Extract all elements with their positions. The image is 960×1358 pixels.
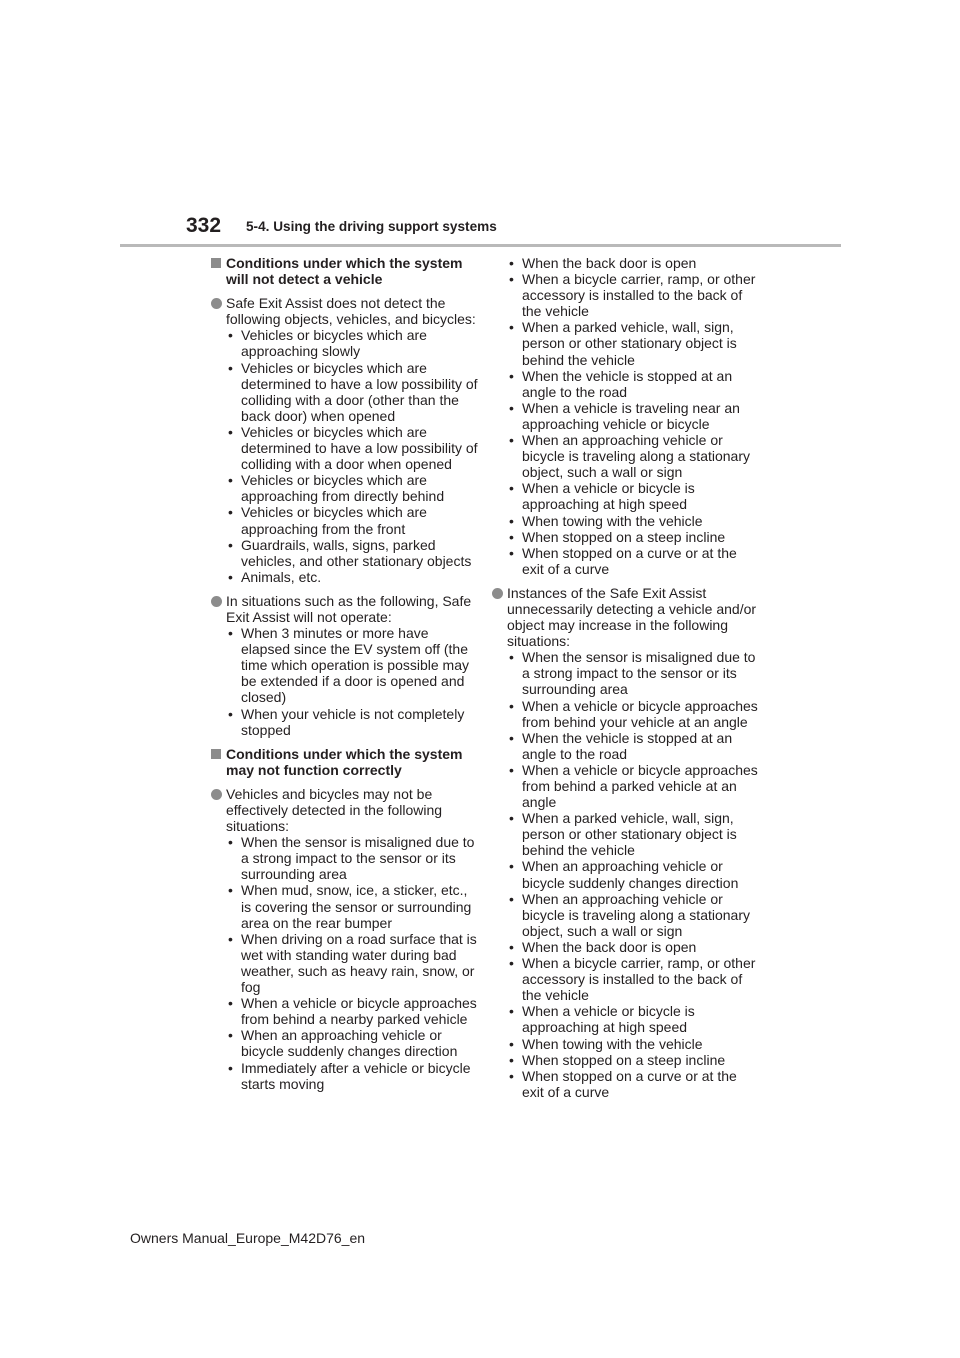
- right-column: [492, 255, 760, 1108]
- list-item: • When a bicycle carrier, ramp, or other accessory is installed to the back of the vehicle: [507, 955, 760, 1003]
- item-list: [226, 834, 479, 1092]
- list-item: • When stopped on a curve or at the exit of a curve: [507, 545, 760, 577]
- list-item: • When an approaching vehicle or bicycle suddenly changes direction: [226, 1027, 479, 1059]
- list-item: • When an approaching vehicle or bicycle is traveling along a stationary object, such a wall or sign: [507, 891, 760, 939]
- paragraph-unnecessary-detection: [492, 585, 760, 1100]
- list-item: • When your vehicle is not completely stopped: [226, 706, 479, 738]
- list-item: • When stopped on a steep incline: [507, 1052, 760, 1068]
- list-item: • When the back door is open: [507, 255, 760, 271]
- list-item: • Vehicles or bicycles which are determined to have a low possibility of colliding with a door when opened: [226, 424, 479, 472]
- heading-text: Conditions under which the system will not detect a vehicle: [226, 255, 463, 288]
- section-title: 5-4. Using the driving support systems: [246, 219, 497, 234]
- list-item: • When a bicycle carrier, ramp, or other accessory is installed to the back of the vehicle: [507, 271, 760, 319]
- round-bullet-icon: [211, 596, 222, 607]
- section-heading-not-detect: [211, 255, 479, 287]
- list-item: • When a vehicle is traveling near an approaching vehicle or bicycle: [507, 400, 760, 432]
- list-item: • When a vehicle or bicycle approaches from behind a parked vehicle at an angle: [507, 762, 760, 810]
- list-item: • Vehicles or bicycles which are approaching from the front: [226, 504, 479, 536]
- paragraph-intro: Safe Exit Assist does not detect the following objects, vehicles, and bicycles:: [226, 295, 476, 328]
- section-heading-may-not-function: [211, 746, 479, 778]
- round-bullet-icon: [492, 588, 503, 599]
- list-item: • When towing with the vehicle: [507, 513, 760, 529]
- paragraph-intro: Vehicles and bicycles may not be effectively detected in the following situations:: [226, 785, 443, 835]
- footer-text: Owners Manual_Europe_M42D76_en: [130, 1230, 366, 1246]
- list-item: • When an approaching vehicle or bicycle suddenly changes direction: [507, 858, 760, 890]
- item-list: [507, 649, 760, 1100]
- paragraph-not-detect-objects: [211, 295, 479, 585]
- item-list: [226, 625, 479, 738]
- paragraph-not-effectively-detected: [211, 786, 479, 1092]
- list-item: • When stopped on a steep incline: [507, 529, 760, 545]
- list-item: • When a vehicle or bicycle approaches from behind a nearby parked vehicle: [226, 995, 479, 1027]
- square-bullet-icon: [211, 258, 221, 268]
- list-item: • Immediately after a vehicle or bicycle starts moving: [226, 1060, 479, 1092]
- paragraph-intro: In situations such as the following, Safe Exit Assist will not operate:: [226, 592, 472, 625]
- list-item: • When towing with the vehicle: [507, 1036, 760, 1052]
- page-number: 332: [186, 214, 222, 237]
- list-item: • Vehicles or bicycles which are approaching from directly behind: [226, 472, 479, 504]
- item-list: [226, 327, 479, 585]
- list-item: • When the sensor is misaligned due to a strong impact to the sensor or its surrounding area: [226, 834, 479, 882]
- paragraph-will-not-operate: [211, 593, 479, 738]
- heading-text: Conditions under which the system may not function correctly: [226, 745, 463, 778]
- list-item: • When a parked vehicle, wall, sign, person or other stationary object is behind the vehicle: [507, 319, 760, 367]
- list-item: • Guardrails, walls, signs, parked vehicles, and other stationary objects: [226, 537, 479, 569]
- list-item: • When the back door is open: [507, 939, 760, 955]
- list-item: • Vehicles or bicycles which are approaching slowly: [226, 327, 479, 359]
- left-column: [211, 255, 479, 1100]
- list-item: • When a vehicle or bicycle is approaching at high speed: [507, 480, 760, 512]
- list-item: • Animals, etc.: [226, 569, 479, 585]
- list-item: • When a parked vehicle, wall, sign, person or other stationary object is behind the vehicle: [507, 810, 760, 858]
- list-item: • When stopped on a curve or at the exit of a curve: [507, 1068, 760, 1100]
- list-item: • When a vehicle or bicycle approaches from behind your vehicle at an angle: [507, 698, 760, 730]
- list-item: • Vehicles or bicycles which are determined to have a low possibility of colliding with a door (other than the back door) when opened: [226, 360, 479, 424]
- list-item: • When an approaching vehicle or bicycle is traveling along a stationary object, such a wall or sign: [507, 432, 760, 480]
- continued-item-list: [507, 255, 760, 577]
- square-bullet-icon: [211, 749, 221, 759]
- round-bullet-icon: [211, 298, 222, 309]
- list-item: • When driving on a road surface that is wet with standing water during bad weather, such as heavy rain, snow, or fog: [226, 931, 479, 995]
- list-item: • When the vehicle is stopped at an angle to the road: [507, 730, 760, 762]
- round-bullet-icon: [211, 789, 222, 800]
- header-divider: [120, 244, 841, 247]
- list-item: • When 3 minutes or more have elapsed since the EV system off (the time which operation is possible may be extended if a door is opened and closed): [226, 625, 479, 705]
- list-item: • When the sensor is misaligned due to a strong impact to the sensor or its surrounding area: [507, 649, 760, 697]
- list-item: • When the vehicle is stopped at an angle to the road: [507, 368, 760, 400]
- list-item: • When a vehicle or bicycle is approaching at high speed: [507, 1003, 760, 1035]
- paragraph-intro: Instances of the Safe Exit Assist unnecessarily detecting a vehicle and/or object may increase in the following situations:: [507, 584, 757, 650]
- list-item: • When mud, snow, ice, a sticker, etc., is covering the sensor or surrounding area on the rear bumper: [226, 882, 479, 930]
